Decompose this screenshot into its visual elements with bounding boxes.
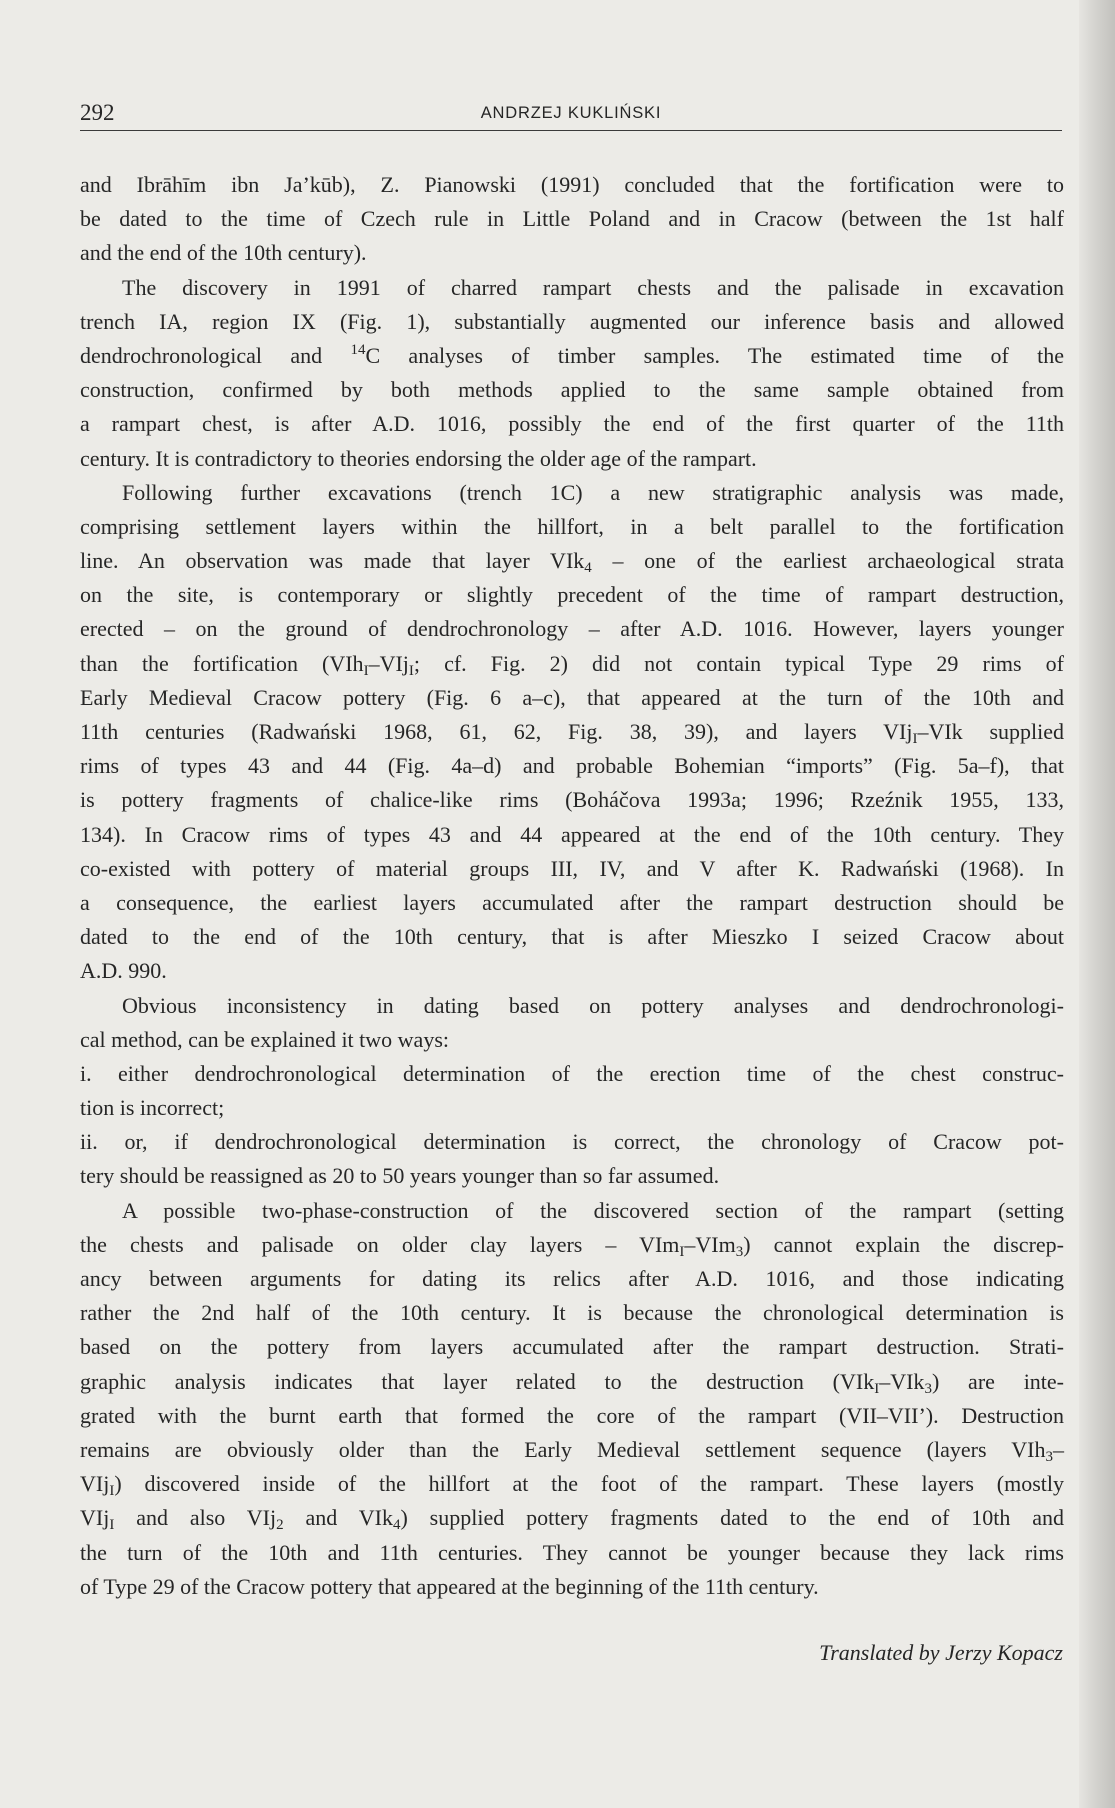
text-line: a rampart chest, is after A.D. 1016, possibly the end of the first quarter of the 11th [80, 411, 1064, 437]
text-line: trench IA, region IX (Fig. 1), substantially augmented our inference basis and allowed [80, 308, 1064, 334]
text-line: the chests and palisade on older clay layers – VIm$_I$–VIm$_3$) cannot explain the discrep- [80, 1231, 1064, 1260]
text-line: graphic analysis indicates that layer related to the destruction (VIk$_I$–VIk$_3$) are inte- [80, 1368, 1065, 1397]
text-line: Early Medieval Cracow pottery (Fig. 6 a–c), that appeared at the turn of the 10th and [80, 684, 1064, 710]
text-line: 134). In Cracow rims of types 43 and 44 appeared at the end of the 10th century. They [80, 821, 1064, 847]
text-line: Following further excavations (trench 1C) a new stratigraphic analysis was made, [122, 479, 1064, 505]
text-line: and Ibrāhīm ibn Ja’kūb), Z. Pianowski (1991) concluded that the fortification were to [80, 172, 1064, 197]
text-line: based on the pottery from layers accumulated after the rampart destruction. Strati- [80, 1334, 1064, 1360]
page-header [80, 96, 1062, 131]
text-line: cal method, can be explained it two ways: [80, 1026, 449, 1052]
text-line: erected – on the ground of dendrochronology – after A.D. 1016. However, layers younger [80, 616, 1064, 642]
text-line: The discovery in 1991 of charred rampart chests and the palisade in excavation [122, 274, 1064, 300]
page-edge-shadow [1079, 0, 1115, 1808]
text-line: remains are obviously older than the Early Medieval settlement sequence (layers VIh$_3$– [80, 1436, 1064, 1465]
text-line: line. An observation was made that layer VIk$_4$ – one of the earliest archaeological strata [80, 548, 1064, 577]
body-text [80, 168, 1064, 1604]
text-line: A possible two-phase-construction of the discovered section of the rampart (setting [122, 1197, 1064, 1223]
text-line: tion is incorrect; [80, 1095, 225, 1121]
text-line: VIj$_I$) discovered inside of the hillfort at the foot of the rampart. These layers (mostly [80, 1471, 1064, 1500]
page-number: 292 [80, 100, 115, 125]
translator-credit: Translated by Jerzy Kopacz [819, 1640, 1063, 1665]
text-line: a consequence, the earliest layers accumulated after the rampart destruction should be [80, 889, 1064, 915]
text-line: century. It is contradictory to theories endorsing the older age of the rampart. [80, 445, 757, 471]
running-head: ANDRZEJ KUKLIŃSKI [480, 104, 662, 122]
text-line: comprising settlement layers within the hillfort, in a belt parallel to the fortification [80, 513, 1064, 539]
text-line: dendrochronological and $^{14}$C analyses of timber samples. The estimated time of the [80, 341, 1064, 368]
text-line: the turn of the 10th and 11th centuries. They cannot be younger because they lack rims [80, 1539, 1064, 1565]
text-line: on the site, is contemporary or slightly precedent of the time of rampart destruction, [80, 582, 1064, 608]
text-line: grated with the burnt earth that formed the core of the rampart (VII–VII’). Destruction [80, 1402, 1064, 1428]
text-line: 11th centuries (Radwański 1968, 61, 62, Fig. 38, 39), and layers VIj$_I$–VIk supplied [80, 719, 1064, 747]
text-line: ancy between arguments for dating its relics after A.D. 1016, and those indicating [80, 1266, 1064, 1291]
text-line: i. either dendrochronological determination of the erection time of the chest construc- [80, 1060, 1064, 1086]
text-line: be dated to the time of Czech rule in Little Poland and in Cracow (between the 1st half [80, 206, 1064, 232]
text-line: rather the 2nd half of the 10th century. It is because the chronological determination is [80, 1300, 1064, 1326]
text-line: Obvious inconsistency in dating based on pottery analyses and dendrochronologi- [122, 992, 1064, 1018]
text-line: A.D. 990. [80, 958, 167, 984]
text-line: rims of types 43 and 44 (Fig. 4a–d) and probable Bohemian “imports” (Fig. 5a–f), that [80, 753, 1064, 779]
text-line: ii. or, if dendrochronological determination is correct, the chronology of Cracow pot- [80, 1129, 1064, 1155]
text-line: than the fortification (VIh$_I$–VIj$_I$; cf. Fig. 2) did not contain typical Type 29 rims of [80, 650, 1064, 679]
text-line: is pottery fragments of chalice-like rims (Boháčova 1993a; 1996; Rzeźnik 1955, 133, [80, 787, 1064, 813]
text-line: VIj$_I$ and also VIj$_2$ and VIk$_4$) supplied pottery fragments dated to the end of 10th and [80, 1505, 1064, 1534]
text-line: tery should be reassigned as 20 to 50 years younger than so far assumed. [80, 1163, 720, 1189]
text-line: dated to the end of the 10th century, that is after Mieszko I seized Cracow about [80, 924, 1064, 950]
text-line: construction, confirmed by both methods applied to the same sample obtained from [80, 377, 1064, 403]
text-line: co-existed with pottery of material groups III, IV, and V after K. Radwański (1968). In [80, 855, 1064, 881]
text-line: of Type 29 of the Cracow pottery that appeared at the beginning of the 11th century. [80, 1573, 819, 1599]
text-line: and the end of the 10th century). [80, 240, 367, 266]
